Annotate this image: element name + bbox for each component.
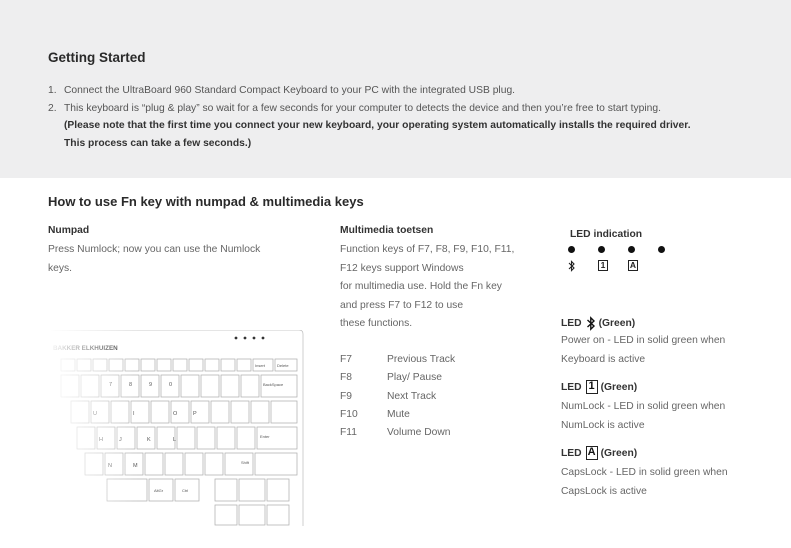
step-text: Connect the UltraBoard 960 Standard Compact Keyboard to your PC with the integrated USB plug. bbox=[64, 85, 516, 96]
led-label: LED bbox=[561, 318, 582, 329]
fn-key-table bbox=[340, 351, 455, 442]
fn-action: Next Track bbox=[387, 390, 437, 402]
fn-key-row bbox=[340, 424, 455, 442]
fn-action: Previous Track bbox=[387, 354, 456, 365]
led-bluetooth-desc bbox=[561, 331, 725, 369]
multimedia-line: Function keys of F7, F8, F9, F10, F11, bbox=[340, 244, 515, 255]
capslock-icon: A bbox=[629, 260, 637, 270]
step-text: This keyboard is “plug & play” so wait for a few seconds for your computer to detects the device and then you’re free to start typing. bbox=[64, 102, 661, 114]
step-item bbox=[48, 100, 691, 118]
fn-key: F10 bbox=[340, 408, 358, 420]
fn-action: Play/ Pause bbox=[387, 372, 442, 384]
led-desc-line: NumLock is active bbox=[561, 420, 645, 431]
numpad-line: keys. bbox=[48, 262, 73, 274]
fn-key-row bbox=[340, 369, 455, 387]
fn-key-row bbox=[340, 406, 455, 424]
fn-key: F11 bbox=[340, 427, 357, 439]
getting-started-title: Getting Started bbox=[48, 50, 146, 65]
led-title: LED indication bbox=[570, 229, 643, 240]
multimedia-line: these functions. bbox=[340, 318, 413, 330]
fn-key-row bbox=[340, 351, 455, 369]
bluetooth-icon bbox=[568, 259, 598, 272]
led-numlock-desc bbox=[561, 397, 725, 435]
led-desc-line: CapsLock is active bbox=[561, 486, 647, 497]
capslock-icon: A bbox=[586, 446, 598, 460]
step-item bbox=[48, 82, 691, 100]
numlock-icon: 1 bbox=[586, 380, 598, 394]
fn-key: F8 bbox=[340, 372, 353, 384]
fn-section-title: How to use Fn key with numpad & multimedia keys bbox=[48, 194, 364, 209]
fn-key: F9 bbox=[340, 390, 353, 402]
led-label: LED bbox=[561, 381, 582, 393]
step-number: 2. bbox=[48, 102, 57, 114]
step-number: 1. bbox=[48, 85, 57, 96]
step-note bbox=[48, 117, 691, 135]
led-dot-icon bbox=[628, 246, 635, 253]
step-note bbox=[48, 135, 691, 153]
fn-key: F7 bbox=[340, 354, 353, 365]
led-bluetooth-heading bbox=[561, 316, 635, 331]
led-color: (Green) bbox=[600, 447, 638, 459]
numlock-icon: 1 bbox=[598, 259, 628, 272]
bluetooth-icon bbox=[586, 316, 596, 331]
led-numlock-heading bbox=[561, 380, 637, 394]
fn-key-row bbox=[340, 388, 455, 406]
note-line: This process can take a few seconds.) bbox=[64, 137, 252, 149]
led-capslock-desc bbox=[561, 463, 728, 501]
multimedia-text bbox=[340, 241, 514, 334]
multimedia-line: and press F7 to F12 to use bbox=[340, 299, 464, 311]
led-color: (Green) bbox=[600, 381, 638, 393]
numpad-line: Press Numlock; now you can use the Numlock bbox=[48, 244, 261, 255]
multimedia-title: Multimedia toetsen bbox=[340, 225, 434, 236]
note-line: (Please note that the first time you connect your new keyboard, your operating system automatically installs the required driver. bbox=[64, 120, 691, 131]
led-dot-icon bbox=[568, 246, 575, 253]
led-desc-line: Power on - LED in solid green when bbox=[561, 335, 726, 346]
multimedia-line: for multimedia use. Hold the Fn key bbox=[340, 281, 502, 293]
led-dots bbox=[568, 246, 688, 253]
led-color: (Green) bbox=[598, 318, 636, 329]
led-desc-line: NumLock - LED in solid green when bbox=[561, 401, 726, 412]
fn-action: Mute bbox=[387, 408, 410, 420]
multimedia-line: F12 keys support Windows bbox=[340, 262, 464, 274]
led-label: LED bbox=[561, 447, 582, 459]
led-icon-row bbox=[568, 259, 658, 272]
numpad-title: Numpad bbox=[48, 225, 90, 236]
steps-list bbox=[48, 82, 691, 152]
led-capslock-heading bbox=[561, 446, 637, 460]
led-dot-icon bbox=[598, 246, 605, 253]
fn-action: Volume Down bbox=[387, 427, 451, 439]
led-desc-line: CapsLock - LED in solid green when bbox=[561, 467, 728, 478]
numpad-text bbox=[48, 241, 260, 278]
led-desc-line: Keyboard is active bbox=[561, 354, 646, 365]
led-dot-icon bbox=[658, 246, 665, 253]
keyboard-illustration bbox=[47, 330, 307, 526]
